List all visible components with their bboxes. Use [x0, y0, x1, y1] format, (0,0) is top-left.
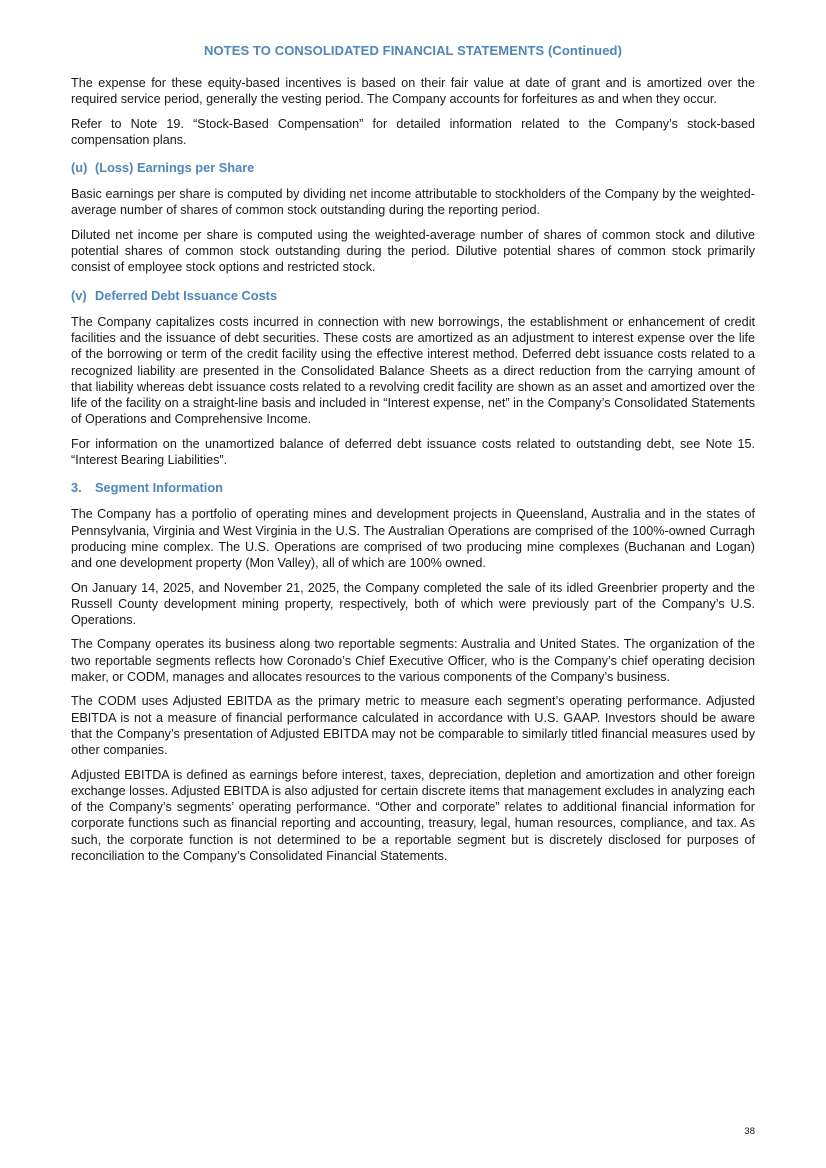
section-label: (v)	[71, 287, 87, 303]
paragraph-basic-eps: Basic earnings per share is computed by dividing net income attributable to stockholders of the Company by the weighted-average number of shares of common stock outstanding during the reporting period.	[71, 187, 755, 218]
paragraph-codm-metric: The CODM uses Adjusted EBITDA as the primary metric to measure each segment’s operating performance. Adjusted EBITDA is not a measure of financial performance calculated in accordance with U.S. GAAP. Investors should be aware that the Company’s presentation of Adjusted EBITDA may not be comparable to similarly titled financial measures used by other companies.	[71, 694, 755, 758]
section-title: (Loss) Earnings per Share	[95, 160, 255, 176]
section-heading-debt-issuance-costs	[71, 288, 755, 304]
section-heading-segment-information	[71, 480, 755, 496]
section-label: 3.	[71, 480, 82, 496]
paragraph-debt-issuance-capitalization: The Company capitalizes costs incurred in connection with new borrowings, the establishment or enhancement of credit facilities and the issuance of debt securities. These costs are amortized as an adjustment to interest expense over the life of the borrowing or term of the credit facility using the effective interest method. Deferred debt issuance costs related to a recognized liability are presented in the Consolidated Balance Sheets as a direct reduction from the carrying amount of that liability whereas debt issuance costs related to a revolving credit facility are shown as an asset and amortized over the life of the facility on a straight-line basis and included in “Interest expense, net” in the Company’s Consolidated Statements of Operations and Comprehensive Income.	[71, 314, 755, 427]
paragraph-diluted-eps: Diluted net income per share is computed using the weighted-average number of shares of common stock and dilutive potential shares of common stock outstanding during the period. Dilutive potential shares of common stock primarily consist of employee stock options and restricted stock.	[71, 227, 755, 275]
paragraph-reportable-segments: The Company operates its business along two reportable segments: Australia and United States. The organization of the two reportable segments reflects how Coronado’s Chief Executive Officer, who is the Company’s chief operating decision maker, or CODM, manages and allocates resources to the various components of the Company’s business.	[71, 637, 755, 685]
paragraph-stock-compensation-reference: Refer to Note 19. “Stock-Based Compensation” for detailed information related to the Company’s stock-based compensation plans.	[71, 116, 755, 147]
document-body	[71, 75, 755, 872]
page-header-title: NOTES TO CONSOLIDATED FINANCIAL STATEMENTS (Continued)	[203, 43, 622, 58]
paragraph-debt-issuance-reference: For information on the unamortized balance of deferred debt issuance costs related to outstanding debt, see Note 15. “Interest Bearing Liabilities”.	[71, 436, 755, 468]
paragraph-adjusted-ebitda-definition: Adjusted EBITDA is defined as earnings before interest, taxes, depreciation, depletion and amortization and other foreign exchange losses. Adjusted EBITDA is also adjusted for certain discrete items that management excludes in analyzing each of the Company’s segments’ operating performance. “Other and corporate” relates to additional financial information for corporate functions such as financial reporting and accounting, treasury, legal, human resources, compliance, and tax. As such, the corporate function is not determined to be a reportable segment but is discretely disclosed for purposes of reconciliation to the Company’s Consolidated Financial Statements.	[71, 767, 755, 863]
paragraph-equity-incentives: The expense for these equity-based incentives is based on their fair value at date of grant and is amortized over the required service period, generally the vesting period. The Company accounts for forfeitures as and when they occur.	[71, 76, 755, 107]
section-title: Deferred Debt Issuance Costs	[95, 287, 278, 303]
section-title: Segment Information	[95, 480, 223, 496]
section-label: (u)	[71, 160, 88, 176]
page-number: 38	[744, 1126, 755, 1137]
paragraph-portfolio: The Company has a portfolio of operating mines and development projects in Queensland, Australia and in the states of Pennsylvania, Virginia and West Virginia in the U.S. The Australian Operations are comprised of the 100%-owned Curragh producing mine complex. The U.S. Operations are comprised of two producing mine complexes (Buchanan and Logan) and one development property (Mon Valley), all of which are 100% owned.	[71, 507, 755, 571]
paragraph-property-sales: On January 14, 2025, and November 21, 2025, the Company completed the sale of its idled Greenbrier property and the Russell County development mining property, respectively, both of which were previously part of the Company’s U.S. Operations.	[71, 580, 755, 628]
section-heading-earnings-per-share	[71, 160, 755, 176]
